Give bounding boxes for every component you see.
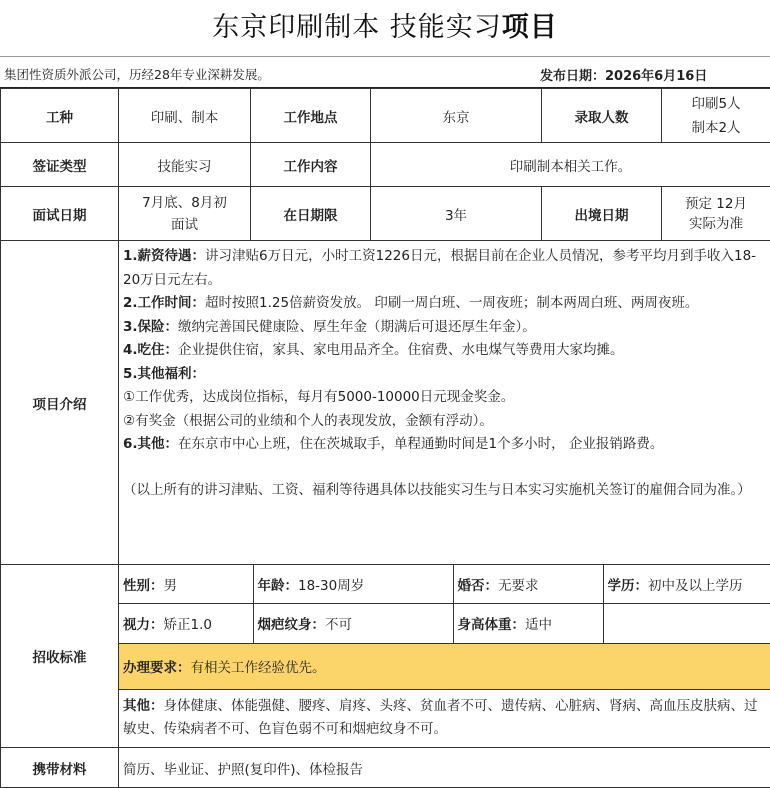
- criteria-cell: [119, 565, 770, 748]
- materials-label: 携带材料: [1, 748, 119, 788]
- tattoo-label: 烟疤纹身：: [258, 617, 326, 633]
- vision-value: 矫正1.0: [164, 617, 212, 633]
- hires-line-2: 制本2人: [662, 116, 770, 140]
- intro-salary: [123, 245, 766, 292]
- content-value: 印刷制本相关工作。: [371, 143, 770, 187]
- title-main: 东京印刷制本 技能实习: [212, 12, 502, 43]
- depart-line-1: 预定 12月: [662, 194, 770, 214]
- married-value: 无要求: [498, 578, 539, 594]
- education-cell: [603, 565, 770, 603]
- hires-value: [662, 89, 770, 143]
- table-row: [119, 643, 770, 689]
- tattoo-value: 不可: [325, 617, 352, 633]
- table-row: [1, 187, 770, 241]
- gender-cell: [119, 565, 253, 603]
- intro-other: [123, 433, 766, 457]
- body-label: 身高体重：: [458, 617, 526, 633]
- table-row: [1, 89, 770, 143]
- depart-value: [662, 187, 770, 241]
- requirement-value: 有相关工作经验优先。: [191, 660, 326, 676]
- intro-insurance: [123, 316, 766, 340]
- intro-welfare-2: ②有奖金（根据公司的业绩和个人的表现发放，金额有浮动）。: [123, 410, 766, 434]
- table-row: [1, 143, 770, 187]
- interview-line-2: 面试: [119, 214, 250, 236]
- publish-date: 发布日期：2026年6月16日: [540, 65, 707, 84]
- intro-salary-text: 讲习津贴6万日元，小时工资1226日元，根据目前在企业人员情况，参考平均月到手收入18-20万日元左右。: [123, 248, 756, 288]
- table-row: [1, 565, 770, 748]
- body-value: 适中: [525, 617, 552, 633]
- page-title: [0, 0, 770, 57]
- gender-label: 性别：: [123, 578, 164, 594]
- table-row: [1, 241, 770, 565]
- intro-insurance-text: 缴纳完善国民健康险、厚生年金（期满后可退还厚生年金）。: [178, 319, 536, 335]
- job-type-value: 印刷、制本: [119, 89, 251, 143]
- depart-line-2: 实际为准: [662, 214, 770, 234]
- gender-value: 男: [164, 578, 178, 594]
- table-row: [119, 603, 770, 643]
- empty-cell: [603, 603, 770, 643]
- intro-hours-heading: 2.工作时间：: [123, 295, 205, 311]
- education-value: 初中及以上学历: [648, 578, 743, 594]
- intro-content: [119, 241, 770, 565]
- intro-food-text: 企业提供住宿，家具、家电用品齐全。住宿费、水电煤气等费用大家均摊。: [178, 342, 624, 358]
- intro-label: 项目介绍: [1, 241, 119, 565]
- criteria-label: 招收标准: [1, 565, 119, 748]
- tattoo-cell: [253, 603, 453, 643]
- intro-hours-text: 超时按照1.25倍薪资发放。 印刷一周白班、一周夜班；制本两周白班、两周夜班。: [205, 295, 698, 311]
- vision-cell: [119, 603, 253, 643]
- table-row: [119, 689, 770, 747]
- body-cell: [453, 603, 603, 643]
- intro-other-text: 在东京市中心上班，住在茨城取手，单程通勤时间是1个多小时， 企业报销路费。: [178, 436, 663, 452]
- visa-value: 技能实习: [119, 143, 251, 187]
- vision-label: 视力：: [123, 617, 164, 633]
- subheader-row: [0, 57, 770, 88]
- intro-insurance-heading: 3.保险：: [123, 319, 178, 335]
- married-label: 婚否：: [458, 578, 499, 594]
- stay-label: 在日期限: [251, 187, 371, 241]
- intro-note: （以上所有的讲习津贴、工资、福利等待遇具体以技能实习生与日本实习实施机关签订的雇佣合同为准。）: [123, 479, 766, 503]
- interview-label: 面试日期: [1, 187, 119, 241]
- content-label: 工作内容: [251, 143, 371, 187]
- other-criteria-cell: [119, 689, 770, 747]
- age-value: 18-30周岁: [298, 578, 364, 594]
- requirement-cell: [119, 643, 770, 689]
- materials-value: 简历、毕业证、护照(复印件)、体检报告: [119, 748, 770, 788]
- job-type-label: 工种: [1, 89, 119, 143]
- other-criteria-value: 身体健康、体能强健、腰疼、肩疼、头疼、贫血者不可、遗传病、心脏病、肾病、高血压皮肤病、过敏史、传染病者不可、色盲色弱不可和烟疤纹身不可。: [123, 698, 758, 737]
- requirement-label: 办理要求：: [123, 660, 191, 676]
- intro-food-heading: 4.吃住：: [123, 342, 178, 358]
- married-cell: [453, 565, 603, 603]
- intro-hours: [123, 292, 766, 316]
- hires-line-1: 印刷5人: [662, 92, 770, 116]
- location-label: 工作地点: [251, 89, 371, 143]
- table-row: [119, 565, 770, 603]
- intro-welfare-heading: 5.其他福利：: [123, 366, 205, 382]
- intro-food: [123, 339, 766, 363]
- education-label: 学历：: [608, 578, 649, 594]
- intro-salary-heading: 1.薪资待遇：: [123, 248, 205, 264]
- depart-label: 出境日期: [542, 187, 662, 241]
- stay-value: 3年: [371, 187, 542, 241]
- title-bold-suffix: 项目: [502, 12, 558, 43]
- hires-label: 录取人数: [542, 89, 662, 143]
- interview-line-1: 7月底、8月初: [119, 192, 250, 214]
- other-criteria-label: 其他：: [123, 698, 164, 714]
- table-row: [1, 748, 770, 788]
- intro-welfare-1: ①工作优秀，达成岗位指标，每月有5000-10000日元现金奖金。: [123, 386, 766, 410]
- location-value: 东京: [371, 89, 542, 143]
- company-note: 集团性资质外派公司，历经28年专业深耕发展。: [4, 65, 270, 83]
- interview-value: [119, 187, 251, 241]
- age-label: 年龄：: [258, 578, 299, 594]
- info-table: [0, 88, 770, 788]
- intro-welfare: [123, 363, 766, 387]
- criteria-table: [119, 565, 770, 747]
- intro-other-heading: 6.其他：: [123, 436, 178, 452]
- age-cell: [253, 565, 453, 603]
- visa-label: 签证类型: [1, 143, 119, 187]
